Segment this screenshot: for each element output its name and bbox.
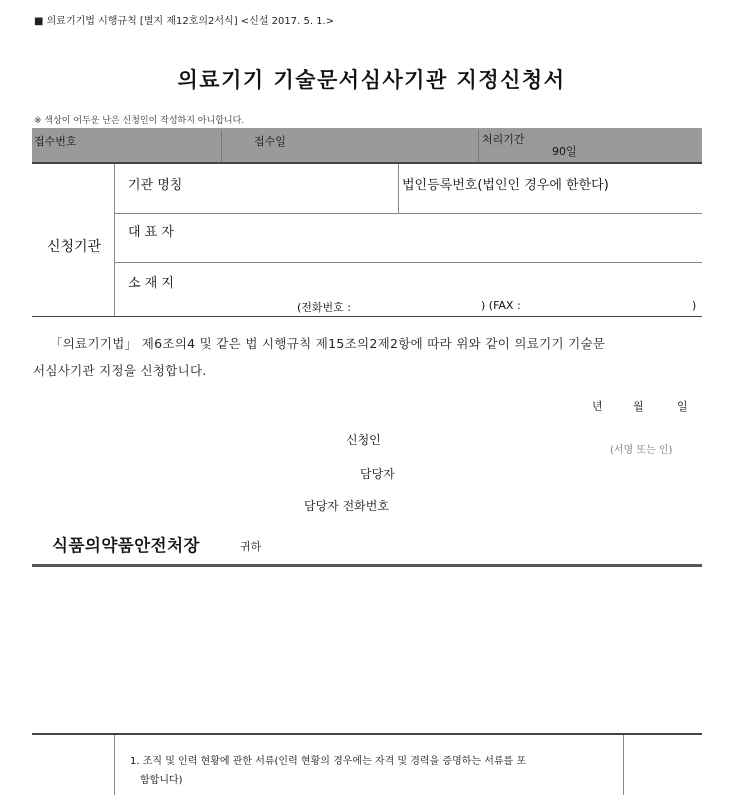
receipt-number-label: 접수번호 xyxy=(34,135,77,148)
org-name-label: 기관 명칭 xyxy=(128,178,183,193)
bar-divider xyxy=(478,130,479,162)
office-use-bar xyxy=(32,128,702,162)
manager-phone-label: 담당자 전화번호 xyxy=(304,499,389,513)
receipt-date-label: 접수일 xyxy=(254,135,286,148)
attachments-column-divider xyxy=(623,735,624,795)
table-column-divider xyxy=(398,164,399,213)
applicant-signature-label: 신청인 xyxy=(346,433,381,447)
table-row-divider xyxy=(114,213,702,214)
section-divider xyxy=(32,564,702,567)
fax-close-paren: ) xyxy=(692,299,697,312)
date-day-label: 일 xyxy=(677,400,688,413)
bar-divider xyxy=(221,130,222,162)
addressee-name: 식품의약품안전처장 xyxy=(52,536,200,555)
signature-hint: (서명 또는 인) xyxy=(610,445,673,456)
statement-line-2: 서심사기관 지정을 신청합니다. xyxy=(33,363,207,378)
table-column-divider xyxy=(114,164,115,316)
date-month-label: 월 xyxy=(633,400,644,413)
manager-label: 담당자 xyxy=(360,467,395,481)
addressee-honorific: 귀하 xyxy=(240,540,262,553)
attachment-item-1-line-2: 함합니다) xyxy=(140,775,183,786)
table-row-divider xyxy=(114,262,702,263)
processing-period-value: 90일 xyxy=(552,145,577,158)
processing-period-label: 처리기간 xyxy=(482,133,525,146)
attachment-item-1-line-1: 1. 조직 및 인력 현황에 관한 서류(인력 현황의 경우에는 자격 및 경력을 증명하는 서류를 포 xyxy=(130,756,527,767)
table-bottom-border xyxy=(32,316,702,317)
applicant-section-label: 신청기관 xyxy=(47,239,102,255)
representative-label: 대 표 자 xyxy=(128,225,174,240)
fax-label: ) (FAX : xyxy=(481,299,521,312)
statement-line-1: 「의료기기법」 제6조의4 및 같은 법 시행규칙 제15조의2제2항에 따라 위와 같이 의료기기 기술문 xyxy=(50,336,606,351)
attachments-column-divider xyxy=(114,735,115,795)
date-year-label: 년 xyxy=(592,400,603,413)
attachments-top-border xyxy=(32,733,702,735)
page-title: 의료기기 기술문서심사기관 지정신청서 xyxy=(177,68,566,92)
form-reference: ■ 의료기기법 시행규칙 [별지 제12호의2서식] <신설 2017. 5. 1.> xyxy=(34,16,335,27)
instruction-note: ※ 색상이 어두운 난은 신청인이 작성하지 아니합니다. xyxy=(34,116,245,126)
phone-label: (전화번호 : xyxy=(297,301,351,314)
address-label: 소 재 지 xyxy=(128,276,174,291)
corp-reg-number-label: 법인등록번호(법인인 경우에 한한다) xyxy=(402,178,609,193)
table-top-border xyxy=(32,162,702,164)
